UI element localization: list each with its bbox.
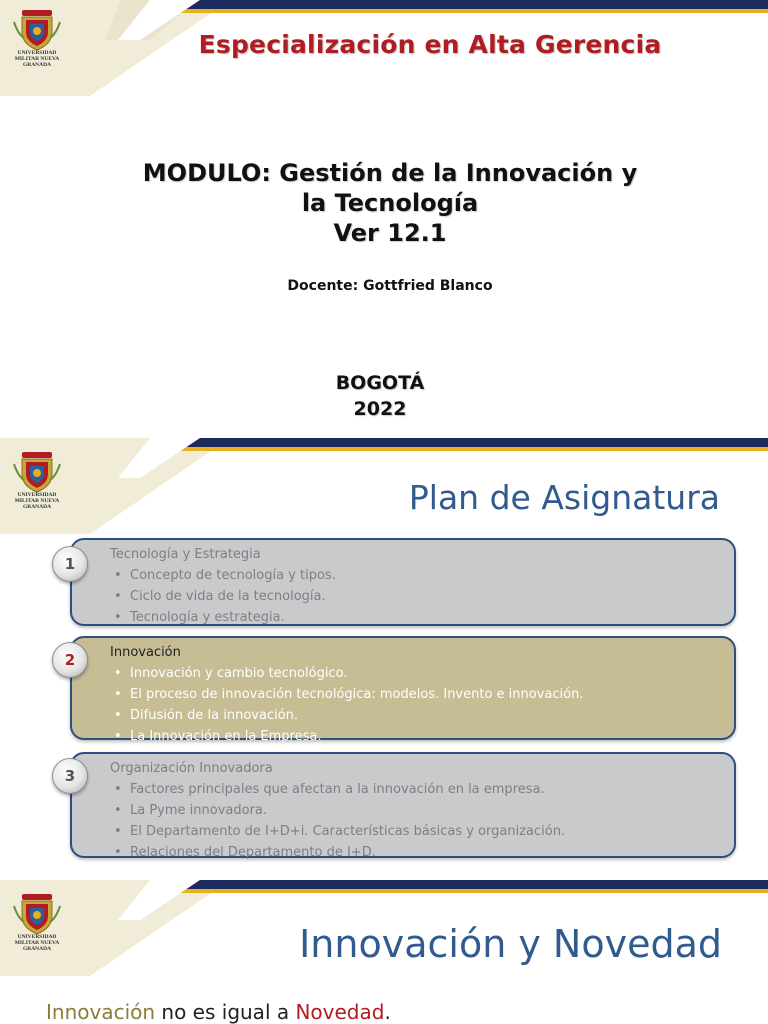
- statement-text: [46, 1000, 391, 1024]
- unit-number-badge: 1: [52, 546, 88, 582]
- slide-title: [0, 0, 768, 438]
- program-title: Especialización en Alta Gerencia: [198, 30, 662, 59]
- module-title: [70, 158, 710, 248]
- unit-topic-list: [110, 663, 734, 747]
- module-title-line2: la Tecnología: [301, 189, 479, 217]
- university-logo: [10, 892, 64, 960]
- university-logo-text: UNIVERSIDAD MILITAR NUEVA GRANADA: [14, 50, 60, 68]
- unit-number-badge: 2: [52, 642, 88, 678]
- unit-topic: • Tecnología y estrategia.: [112, 607, 734, 628]
- highlight-novedad: Novedad: [295, 1000, 385, 1024]
- year: 2022: [353, 398, 407, 420]
- unit-box-2: [70, 636, 736, 744]
- unit-box-1: [70, 538, 736, 626]
- unit-topic: • Ciclo de vida de la tecnología.: [112, 586, 734, 607]
- module-title-line1: MODULO: Gestión de la Innovación y: [142, 159, 638, 187]
- highlight-innovacion: Innovación: [46, 1000, 156, 1024]
- slide-title: Plan de Asignatura: [408, 478, 720, 517]
- university-logo: [10, 450, 64, 518]
- unit-topic: • Difusión de la innovación.: [112, 705, 734, 726]
- unit-topic: • El proceso de innovación tecnológica: modelos. Invento e innovación.: [112, 684, 734, 705]
- unit-heading: Tecnología y Estrategia: [110, 547, 261, 562]
- unit-topic: • Relaciones del Departamento de I+D.: [112, 842, 734, 863]
- unit-number-badge: 3: [52, 758, 88, 794]
- university-logo-text: UNIVERSIDAD MILITAR NUEVA GRANADA: [14, 934, 60, 952]
- slide-plan-asignatura: [0, 438, 768, 880]
- city-year: [180, 370, 580, 422]
- university-crest-icon: [10, 450, 64, 494]
- city: BOGOTÁ: [335, 372, 425, 394]
- unit-topic-list: [110, 565, 734, 628]
- university-crest-icon: [10, 8, 64, 52]
- university-logo-text: UNIVERSIDAD MILITAR NUEVA GRANADA: [14, 492, 60, 510]
- unit-topic: • El Departamento de I+D+i. Características básicas y organización.: [112, 821, 734, 842]
- slide-title: Innovación y Novedad: [299, 922, 722, 966]
- unit-topic: • La Innovación en la Empresa.: [112, 726, 734, 747]
- unit-box-3: [70, 752, 736, 858]
- unit-topic: • Factores principales que afectan a la innovación en la empresa.: [112, 779, 734, 800]
- statement-end: .: [384, 1000, 391, 1024]
- unit-topic: • Concepto de tecnología y tipos.: [112, 565, 734, 586]
- docente-line: Docente: Gottfried Blanco: [287, 278, 493, 294]
- unit-topic: • La Pyme innovadora.: [112, 800, 734, 821]
- unit-heading: Innovación: [110, 645, 181, 660]
- statement-middle: no es igual a: [155, 1000, 296, 1024]
- university-crest-icon: [10, 892, 64, 936]
- unit-topic: • Innovación y cambio tecnológico.: [112, 663, 734, 684]
- unit-topic-list: [110, 779, 734, 863]
- slide-innovacion-novedad: [0, 880, 768, 1024]
- module-version: Ver 12.1: [333, 219, 447, 247]
- unit-heading: Organización Innovadora: [110, 761, 273, 776]
- university-logo: [10, 8, 64, 76]
